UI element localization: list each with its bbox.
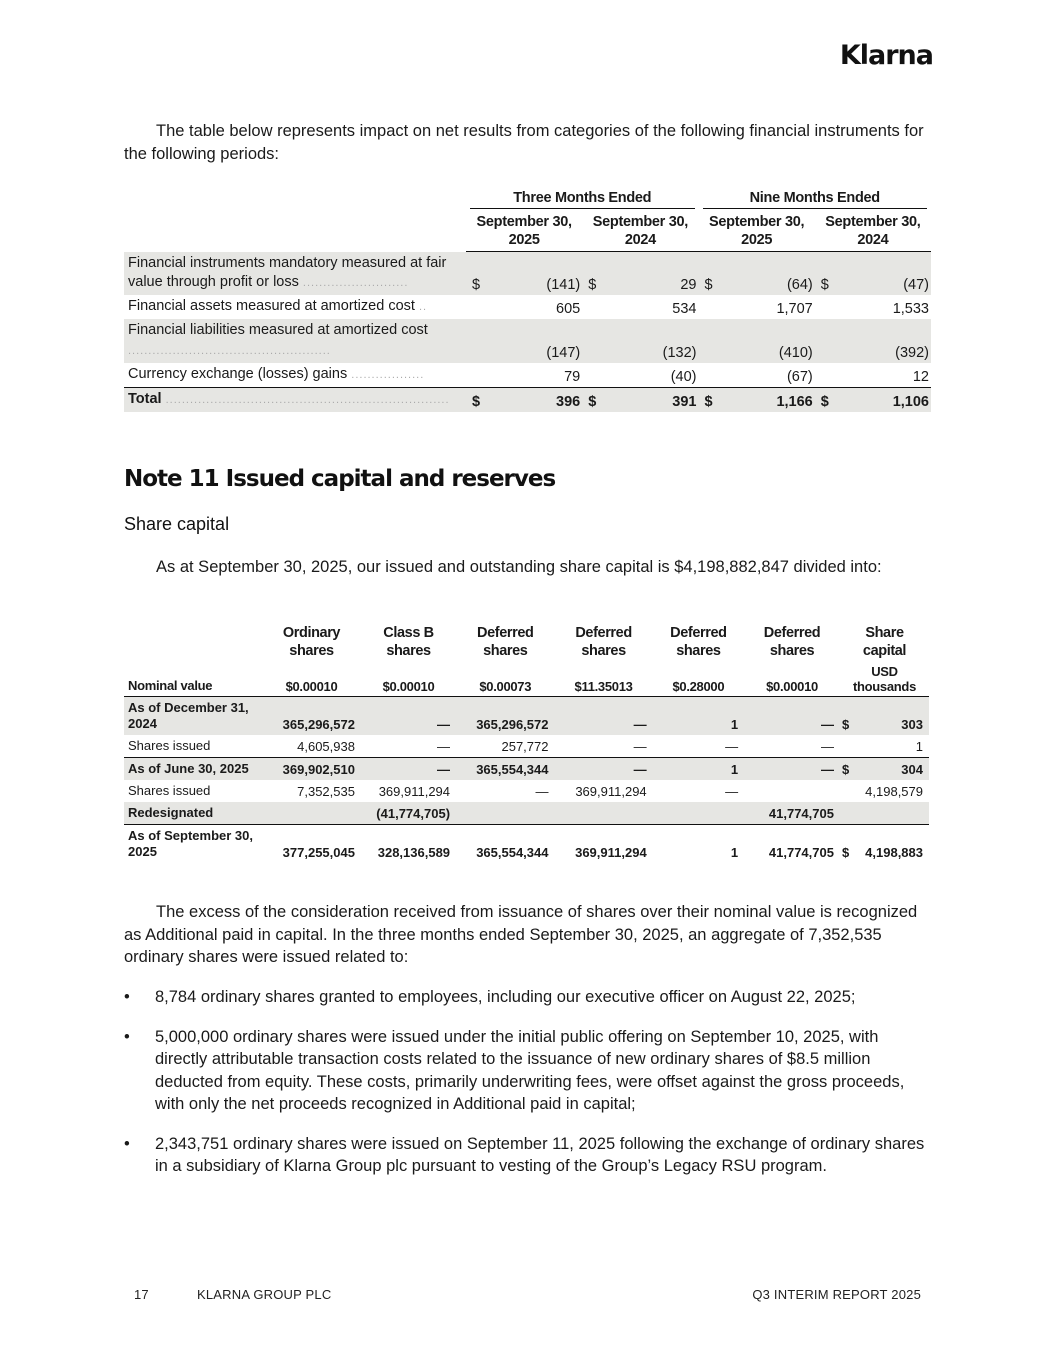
cell-value: 4,198,883 [854,825,929,864]
currency [840,802,854,825]
page-number: 17 [134,1287,149,1302]
cell-value: 328,136,589 [361,825,456,864]
currency: $ [699,387,719,412]
intro-paragraph: The table below represents impact on net results from categories of the following financial instruments for the following periods: [124,122,924,163]
cell-value: 1 [653,697,744,736]
currency: $ [699,252,719,295]
col-header: Ordinary shares [282,625,341,659]
excess-paragraph: The excess of the consideration received from issuance of shares over their nominal value is recognized as Additional paid in capital. In the three months ended September 30, 2025, an aggregate of 7,352,535 ordinary shares were issued related to: [124,903,918,966]
cell-value: (392) [835,319,931,363]
row-label: Financial assets measured at amortized cost .. [128,297,428,314]
currency [840,735,854,758]
table-column-header [124,211,931,252]
cell-value: — [361,758,456,781]
currency [815,319,835,363]
col-header: September 30, 2024 [582,211,698,252]
cell-value: 369,911,294 [378,784,451,799]
list-item: • 8,784 ordinary shares granted to employees, including our executive officer on August 22, 2025; [124,986,932,1009]
row-label: Shares issued [128,738,211,753]
cell-value: 79 [564,368,581,385]
currency: $ [840,758,854,781]
table-row [124,802,929,825]
currency: $ [582,252,602,295]
group-three-months: Three Months Ended [466,188,699,211]
cell-value: — [554,697,652,736]
currency: $ [466,387,486,412]
cell-value: 1,106 [835,387,931,412]
cell-value: — [725,739,739,754]
cell-value: — [744,758,840,781]
note-title: Note 11 Issued capital and reserves [124,466,556,492]
currency: $ [840,697,854,736]
cell-value [653,802,744,825]
nominal-value: $0.00073 [456,664,554,697]
cell-value: 257,772 [501,739,549,754]
currency [466,295,486,319]
currency [815,295,835,319]
nominal-value: $0.28000 [653,664,744,697]
bullet-marker: • [124,988,130,1006]
row-label: Financial instruments mandatory measured at fair value through profit or loss .......................... [124,252,466,295]
footer-report: Q3 INTERIM REPORT 2025 [752,1287,921,1302]
cell-value: 1 [915,739,923,754]
table-row [124,758,929,781]
row-label: Shares issued [128,783,211,798]
row-label: As of December 31, 2024 [124,697,262,736]
currency: $ [840,825,854,864]
cell-value: 1 [653,825,744,864]
col-header: Class B shares [383,625,434,659]
currency: $ [815,252,835,295]
nominal-value: $0.00010 [744,664,840,697]
currency: $ [582,387,602,412]
bullet-marker: • [124,1134,130,1153]
table-group-header [124,188,931,211]
row-label: Financial liabilities measured at amortized cost .................................................. [124,319,466,363]
table-row [124,295,931,319]
cell-value: (147) [486,319,582,363]
cell-value: 605 [556,300,581,317]
cell-value: 369,911,294 [575,784,647,799]
cell-value: 304 [854,758,929,781]
cell-value: 377,255,045 [262,825,361,864]
table-column-header [124,622,929,664]
nominal-value: $11.35013 [554,664,652,697]
cell-value: — [437,739,451,754]
cell-value: 396 [486,387,582,412]
cell-value [554,802,652,825]
cell-value: 369,911,294 [554,825,652,864]
cell-value: (67) [786,368,813,385]
currency [840,780,854,802]
cell-value: 4,198,579 [865,784,923,799]
row-label: Total ...................................................................... [124,387,466,412]
cell-value: 7,352,535 [297,784,355,799]
cell-value: 534 [672,300,697,317]
list-item: • 2,343,751 ordinary shares were issued on September 11, 2025 following the exchange of ordinary shares in a subsidiary of Klarna Group plc pursuant to vesting of the Group’s Legacy RSU program. [124,1134,925,1175]
cell-value: (41,774,705) [361,802,456,825]
currency [582,319,602,363]
table-row [124,735,929,758]
col-header: Deferred shares [477,625,534,659]
currency [699,363,719,388]
nominal-value: USD thousands [840,664,929,697]
cell-value [854,802,929,825]
footer-company: KLARNA GROUP PLC [197,1287,332,1302]
table-row [124,319,931,363]
currency [699,319,719,363]
cell-value: — [725,784,739,799]
cell-value: 303 [854,697,929,736]
currency: $ [815,387,835,412]
currency [582,363,602,388]
nominal-value: $0.00010 [361,664,456,697]
table-row [124,697,929,736]
financial-instruments-table [124,188,931,412]
section-subtitle: Share capital [124,514,230,534]
cell-value: (47) [835,252,931,295]
cell-value: 41,774,705 [744,802,840,825]
col-header: Deferred shares [670,625,727,659]
group-nine-months: Nine Months Ended [699,188,932,211]
cell-value: (132) [602,319,698,363]
table-row-total [124,387,931,412]
cell-value: — [633,739,647,754]
nominal-value: $0.00010 [262,664,361,697]
table-row [124,363,931,388]
currency [815,363,835,388]
cell-value: — [535,784,549,799]
cell-value [262,802,361,825]
cell-value: 365,554,344 [456,758,554,781]
table-row [124,780,929,802]
cell-value: — [820,739,834,754]
klarna-logo: Klarna [839,40,933,71]
cell-value: 1,166 [719,387,815,412]
currency [466,319,486,363]
cell-value: 1,533 [892,300,929,317]
col-header: Deferred shares [763,625,821,659]
cell-value: — [744,697,840,736]
currency: $ [466,252,486,295]
cell-value: — [361,697,456,736]
list-item: • 5,000,000 ordinary shares were issued under the initial public offering on September 10, 2025, with directly attributable transaction costs related to the issuance of new ordinary shares of $8.5 million deducted from equity. These costs, primarily underwriting fees, were offset against the gross proceeds, with only the net proceeds recognized in Additional paid in capital; [124,1027,905,1113]
row-label: Nominal value [124,664,262,697]
share-capital-table [124,622,929,863]
cell-value [456,802,554,825]
bullet-marker: • [124,1027,130,1046]
cell-value: 1 [653,758,744,781]
currency [699,295,719,319]
cell-value [744,780,840,802]
currency [582,295,602,319]
cell-value: 4,605,938 [297,739,355,754]
cell-value: 365,296,572 [456,697,554,736]
col-header: September 30, 2025 [699,211,815,252]
col-header: September 30, 2024 [815,211,931,252]
cell-value: (141) [486,252,582,295]
cell-value: — [554,758,652,781]
currency [466,363,486,388]
cell-value: 369,902,510 [262,758,361,781]
table-row [124,252,931,295]
share-capital-intro: As at September 30, 2025, our issued and outstanding share capital is $4,198,882,847 divided into: [156,558,882,576]
bullet-list [124,986,932,1195]
col-header: Share capital [862,625,907,659]
cell-value: 365,296,572 [262,697,361,736]
cell-value: 391 [602,387,698,412]
cell-value: 29 [602,252,698,295]
row-label: As of September 30, 2025 [124,825,262,864]
col-header: Deferred shares [575,625,632,659]
cell-value: (40) [670,368,697,385]
row-label: Currency exchange (losses) gains .................. [128,365,425,382]
col-header: September 30, 2025 [466,211,582,252]
cell-value: 1,707 [776,300,813,317]
cell-value: (410) [719,319,815,363]
cell-value: 12 [912,368,929,385]
nominal-value-row [124,664,929,697]
cell-value: 41,774,705 [744,825,840,864]
table-row [124,825,929,864]
cell-value: (64) [719,252,815,295]
row-label: Redesignated [124,802,262,825]
row-label: As of June 30, 2025 [124,758,262,781]
cell-value: 365,554,344 [456,825,554,864]
